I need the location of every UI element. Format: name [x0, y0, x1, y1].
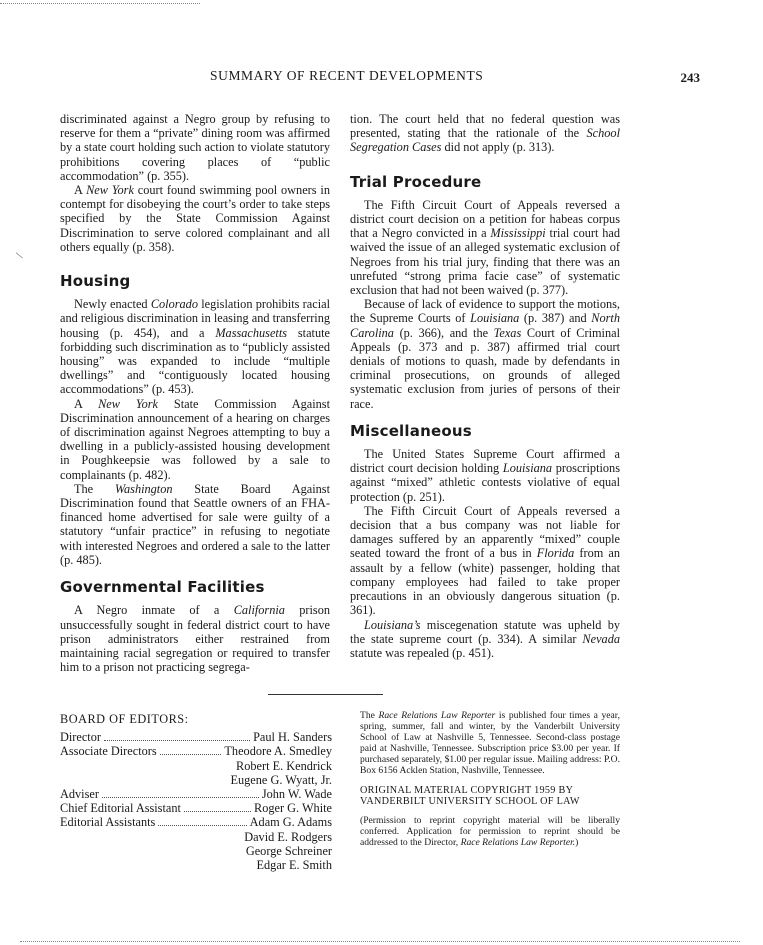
- section-heading-housing: Housing: [60, 272, 131, 291]
- leader-dots: [102, 797, 259, 798]
- editor-name: Eugene G. Wyatt, Jr.: [230, 772, 332, 787]
- editor-name: Robert E. Kendrick: [236, 758, 332, 773]
- scan-top-edge: [0, 3, 200, 4]
- paragraph-habeas-corpus: The Fifth Circuit Court of Appeals reversed a district court decision on a petition for habeas corpus that a Negro convicted in a Mississippi trial court had waived the issue of an alleged systematic exclusion of Negroes from his trial jury, finding that there was an unrefuted “strong prima facie case” of systematic exclusion that had not been waived (p. 377).: [350, 197, 620, 298]
- right-column: [350, 112, 620, 660]
- board-of-editors: [60, 712, 332, 872]
- paragraph-swimming-pool: A New York court found swimming pool owners in contempt for disobeying the court’s order to take steps specified by the State Commission Against Discrimination to serve colored complainant and all others equally (p. 358).: [60, 183, 330, 254]
- editor-row-director: Director Paul H. Sanders: [60, 730, 332, 745]
- paragraph-segregation-cases: tion. The court held that no federal question was presented, stating that the rationale of the School Segregation Cases did not apply (p. 313).: [350, 112, 620, 155]
- paragraph-athletic-contests: The United States Supreme Court affirmed a district court decision holding Louisiana proscriptions against “mixed” athletic contests violative of equal protection (p. 251).: [350, 447, 620, 504]
- board-title: BOARD OF EDITORS:: [60, 712, 189, 726]
- page-number: 243: [680, 70, 700, 85]
- leader-dots: [184, 811, 251, 812]
- section-heading-trial-procedure: Trial Procedure: [350, 172, 482, 191]
- editor-name: George Schreiner: [245, 843, 332, 858]
- editor-name: David E. Rodgers: [244, 829, 332, 844]
- paragraph-motions-to-quash: Because of lack of evidence to support the motions, the Supreme Courts of Louisiana (p. 387) and North Carolina (p. 366), and the Texas Court of Criminal Appeals (p. 373 and p. 387) affirmed trial court denials of motions to quash, made by defendants in criminal prosecutions, on grounds of alleged systematic exclusion from juries of persons of their race.: [350, 297, 620, 411]
- paragraph-washington: The Washington State Board Against Discrimination found that Seattle owners of an FHA-financed home advertised for sale were guilty of a statutory “unfair practice” in refusing to negotiate with interested Negroes and ordered a sale to the latter (p. 485).: [60, 481, 331, 567]
- permission-notice: (Permission to reprint copyright material will be liberally conferred. Application for permission to reprint should be addressed to the Director, Race Relations Law Reporter.): [360, 815, 620, 849]
- section-heading-governmental-facilities: Governmental Facilities: [60, 578, 265, 597]
- leader-dots: [160, 754, 222, 755]
- editor-row-adviser: Adviser John W. Wade: [60, 787, 332, 802]
- scan-margin-mark: /: [12, 251, 27, 260]
- paragraph-colorado: Newly enacted Colorado legislation prohibits racial and religious discrimination in leasing and transferring housing (p. 454), and a Massachusetts statute forbidding such discrimination as to “publicly assisted housing” was expanded to include “multiple dwellings” and “contiguously located housing accommodations” (p. 453).: [60, 297, 330, 397]
- publication-info: [360, 710, 620, 848]
- copyright-notice: ORIGINAL MATERIAL COPYRIGHT 1959 BY VANDERBILT UNIVERSITY SCHOOL OF LAW: [360, 785, 580, 808]
- leader-dots: [104, 740, 250, 741]
- section-divider: [268, 694, 383, 695]
- page-header: [60, 68, 700, 92]
- paragraph-bus-company: The Fifth Circuit Court of Appeals reversed a decision that a bus company was not liable for damages suffered by an apparently “mixed” couple seated toward the front of a bus in Florida from an assault by a fellow (white) passenger, holding that company employees had failed to take proper precautions in an obviously dangerous situation (p. 361).: [350, 503, 620, 618]
- editor-row-editorial-assistants: Editorial Assistants Adam G. Adams: [60, 815, 332, 830]
- paragraph-california-prison: A Negro inmate of a California prison unsuccessfully sought in federal district court to have prison administrators either restrained from maintaining racial segregation or required to transfer him to a prison not practicing segrega-: [60, 603, 330, 675]
- editor-name: Edgar E. Smith: [256, 858, 332, 873]
- editor-row-chief-assistant: Chief Editorial Assistant Roger G. White: [60, 801, 332, 816]
- publication-notice: The Race Relations Law Reporter is published four times a year, spring, summer, fall and winter, by the Vanderbilt University School of Law at Nashville 5, Tennessee. Second-class postage paid at Nashville, Tennessee. Subscription price $3.00 per year. If purchased separately, $1.00 per regular issue. Mailing address: P.O. Box 6156 Acklen Station, Nashville, Tennessee.: [360, 710, 620, 776]
- running-title: SUMMARY OF RECENT DEVELOPMENTS: [210, 68, 484, 83]
- paragraph-miscegenation: Louisiana’s miscegenation statute was upheld by the state supreme court (p. 334). A similar Nevada statute was repealed (p. 451).: [350, 617, 620, 660]
- left-column: [60, 112, 330, 674]
- paragraph-poughkeepsie: A New York State Commission Against Discrimination announcement of a hearing on charges of discrimination against Negroes attempting to buy a dwelling in a publicly-assisted housing development in Poughkeepsie was followed by a sale to complainants (p. 482).: [60, 396, 330, 482]
- editor-row-associate-directors: Associate Directors Theodore A. Smedley: [60, 744, 332, 759]
- scan-bottom-edge: [20, 941, 740, 942]
- leader-dots: [158, 825, 246, 826]
- section-heading-miscellaneous: Miscellaneous: [350, 421, 472, 440]
- paragraph-accommodation: discriminated against a Negro group by refusing to reserve for them a “private” dining room was affirmed by a state court holding such action to violate statutory prohibitions covering places of “public accommodation” (p. 355).: [60, 112, 330, 183]
